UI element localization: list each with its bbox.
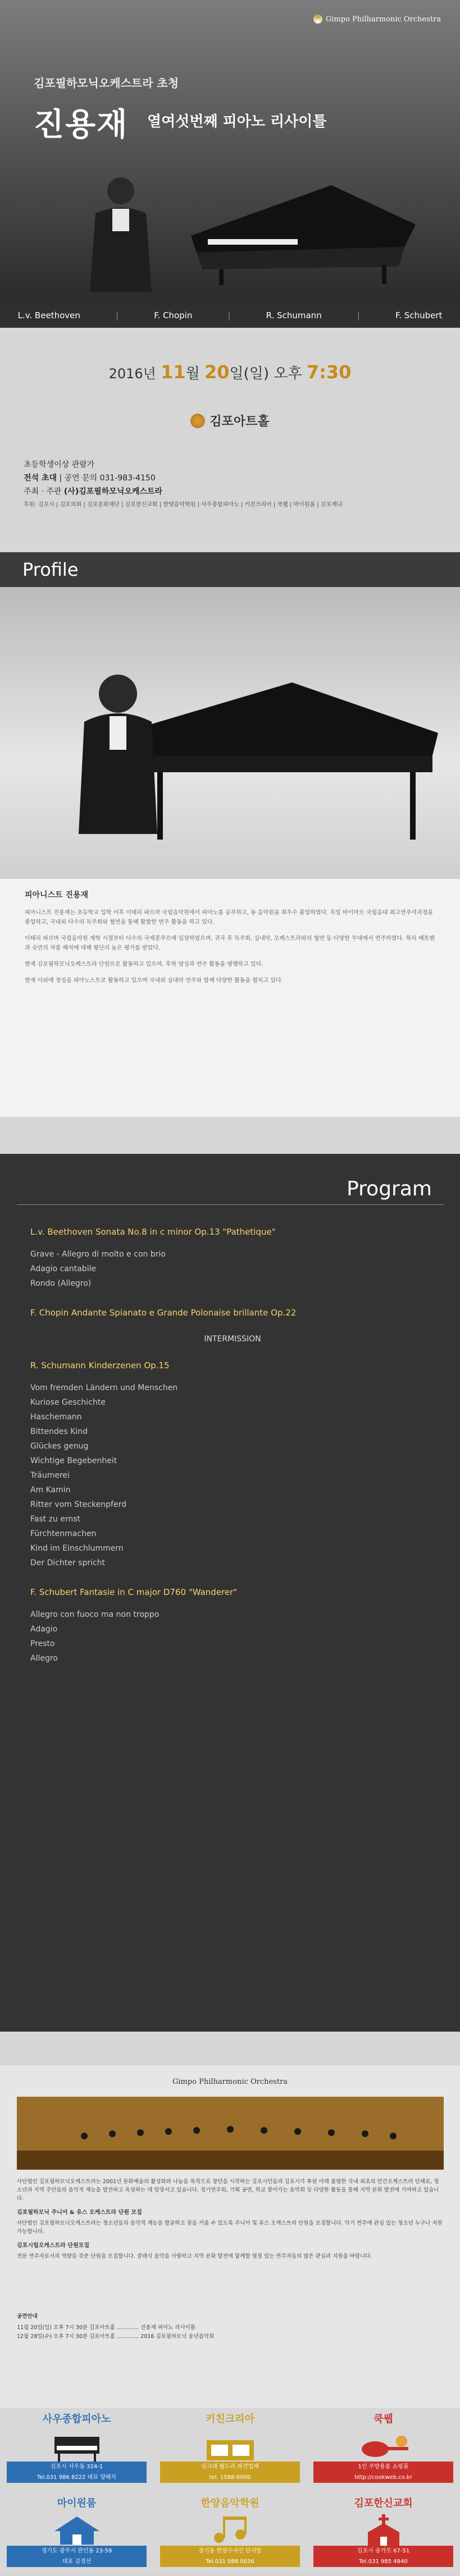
kitchen-icon	[197, 2429, 264, 2463]
profile-heading: Profile	[22, 559, 79, 580]
contact-info: | 공연 문의 031-983-4150	[59, 474, 156, 483]
pianist-photo	[67, 168, 174, 292]
program-movement: Grave - Allegro di molto e con brio	[30, 1250, 166, 1259]
program-piece-title: R. Schumann Kinderzenen Op.15	[30, 1360, 170, 1370]
program-piece-group	[30, 1308, 435, 1318]
pianist-name: 진용재	[34, 107, 129, 143]
composer-chopin: F. Chopin	[154, 310, 193, 320]
sponsor-name: 사우종합피아노	[42, 2413, 111, 2425]
program-piece-title: F. Chopin Andante Spianato e Grande Polonaise brillante Op.22	[30, 1308, 297, 1318]
sponsor-name: 마이원룸	[57, 2497, 97, 2509]
profile-paragraph: 현재 이외에 정성을 피아노스트로 활동하고 있으며 국내외 실내악 연주와 함께 다양한 활동을 펼치고 있다.	[25, 978, 283, 984]
composer-beethoven: L.v. Beethoven	[17, 310, 80, 320]
program-movement: Wichtige Begebenheit	[30, 1456, 117, 1465]
sponsor-info	[7, 2546, 147, 2567]
program-movement: Bittendes Kind	[30, 1427, 88, 1436]
venue-name: 김포아트홀	[209, 415, 270, 429]
city-orchestra-title: 김포시립오케스트라 단원모집	[17, 2243, 90, 2249]
composer-schubert: F. Schubert	[395, 310, 443, 320]
profile-photo	[0, 587, 460, 879]
orchestra-logo-text: Gimpo Philharmonic Orchestra	[172, 2078, 288, 2086]
program-movement: Adagio cantabile	[30, 1264, 97, 1273]
piano-icon	[43, 2429, 111, 2463]
schedule-title: 공연안내	[17, 2313, 38, 2320]
program-movement: Träumerei	[30, 1471, 70, 1480]
program-movement: Kind im Einschlummern	[30, 1544, 124, 1553]
sponsor-address: 김포시 송가로 67-51	[357, 2548, 410, 2554]
orchestra-logo-icon	[313, 15, 322, 24]
divider: |	[357, 310, 360, 320]
house-icon	[43, 2513, 111, 2547]
event-day: 20	[204, 361, 230, 383]
program-piece-title: L.v. Beethoven Sonata No.8 in c minor Op.13 "Pathetique"	[30, 1227, 276, 1237]
sponsor-info	[7, 2462, 147, 2483]
program-movement: Der Dichter spricht	[30, 1559, 106, 1567]
sponsor-info	[313, 2462, 453, 2483]
profile-paragraph: 피아니스트 진용재는 초등학교 입학 이후 이태리 파르마 국립음악원에서 피아노를 공부하고, 동 음악원을 최우수 졸업하였다. 독일 바이마르 국립음대 최고연주자과정을 졸업하고, 국내외 다수의 독주회와 협연을 통해 활발한 연주 활동을 하고 있다.	[25, 910, 433, 925]
sponsor-contact: Tel.031 985 4840	[359, 2559, 408, 2565]
sponsor-card	[153, 2492, 307, 2576]
sponsor-contact: tel. 1588-0000	[209, 2474, 251, 2481]
program-heading: Program	[347, 1177, 432, 1200]
program-piece-title: F. Schubert Fantasie in C major D760 "Wanderer"	[30, 1587, 238, 1597]
program-section	[0, 1154, 460, 2032]
program-movement: Am Kamin	[30, 1486, 71, 1495]
event-month: 11	[161, 361, 186, 383]
price-label: 전석 초대	[24, 474, 57, 483]
event-time: 7:30	[306, 361, 352, 383]
sponsor-name: 쿡웹	[374, 2413, 393, 2425]
sponsor-address: 1인 주방용품 쇼핑몰	[358, 2464, 409, 2470]
city-orchestra-text: 전문 연주자로서의 역량을 갖춘 단원을 모집합니다. 클래식 음악을 사랑하고 지역 문화 발전에 함께할 열정 있는 연주자들의 많은 관심과 지원을 바랍니다.	[17, 2253, 372, 2259]
program-movement: Rondo (Allegro)	[30, 1279, 92, 1288]
sponsor-address: 싱크대 월드리 파견업체	[201, 2464, 259, 2470]
schedule-item: 12월 28일(수) 오후 7시 30분 김포아트홀 ............. 2016 김포필하모닉 송년음악회	[17, 2334, 215, 2340]
sponsor-contact: 대표 김경선	[62, 2559, 92, 2565]
orchestra-paragraph: 사단법인 김포필하모닉오케스트라는 2001년 문화예술의 활성화와 나눔을 목적으로 창단을 시작하는 김포시민들과 김포시가 후원 아래 출범한 국내 최초의 민간오케스트라 단체로, 청소년과 지역 주민들의 음악적 재능을 발견하고 육성하는 데 앞장서고 있습니다. 정기연주회, 기획 공연, 학교 찾아가는 음악회 등 다양한 활동을 통해 지역 문화 발전에 기여하고 있습니다.	[17, 2179, 439, 2202]
program-movement: Haschemann	[30, 1413, 82, 1422]
profile-paragraph: 현재 김포필하모닉오케스트라 단원으로 활동하고 있으며, 후학 양성과 연주 활동을 병행하고 있다.	[25, 961, 263, 968]
program-movement: Ritter vom Steckenpferd	[30, 1500, 126, 1509]
cookware-icon	[350, 2429, 417, 2463]
program-movement: Fürchtenmachen	[30, 1529, 97, 1538]
sponsor-card	[0, 2408, 153, 2492]
program-piece-group	[30, 1360, 435, 1570]
sponsor-address: 장기동 한양수자인 단지앞	[198, 2548, 262, 2554]
sponsor-info	[160, 2462, 300, 2483]
event-ampm: 오후	[274, 365, 302, 382]
junior-orchestra-title: 김포필하모닉 주니어 & 유스 오케스트라 단원 모집	[17, 2210, 142, 2216]
divider: |	[227, 310, 231, 320]
pianist-at-piano-image	[0, 587, 460, 879]
profile-paragraph: 이태리 파르마 국립음악원 재학 시절부터 다수의 국제콩쿠르에 입상하였으며, 귀국 후 독주회, 실내악, 오케스트라와의 협연 등 다양한 무대에서 연주하였다. 특히 베토벤과 슈만의 작품 해석에 대해 평단의 높은 평가를 받았다.	[25, 936, 435, 951]
junior-orchestra-text: 사단법인 김포필하모닉오케스트라는 청소년들의 음악적 재능을 발굴하고 꿈을 키울 수 있도록 주니어 및 유스 오케스트라 단원을 모집합니다. 악기 연주에 관심 있는 청소년 누구나 지원 가능합니다.	[17, 2220, 443, 2235]
venue-logo	[190, 412, 269, 429]
program-divider	[17, 1204, 444, 1205]
orchestra-photo	[17, 2097, 444, 2170]
program-movement: Allegro con fuoco ma non troppo	[30, 1610, 160, 1619]
host-label: 주최 · 주관	[24, 487, 62, 496]
program-movement: Fast zu ernst	[30, 1515, 81, 1524]
event-year: 2016년	[108, 366, 156, 382]
program-movement: Allegro	[30, 1654, 58, 1663]
composer-schumann: R. Schumann	[266, 310, 322, 320]
sponsor-address: 경기도 광주시 관인동 23-59	[41, 2548, 112, 2554]
host-name: (사)김포필하모닉오케스트라	[63, 487, 162, 496]
composer-bar	[0, 303, 460, 328]
sponsor-address: 김포시 사우동 324-1	[50, 2464, 103, 2470]
program-movement: Presto	[30, 1639, 55, 1648]
orchestra-section	[0, 2065, 460, 2408]
sponsor-info	[313, 2546, 453, 2567]
recital-title: 열여섯번째 피아노 리사이틀	[147, 113, 327, 130]
orchestra-description	[17, 2178, 444, 2261]
grand-piano-image	[185, 168, 421, 286]
hero-section	[0, 0, 460, 303]
age-rating: 초등학생이상 관람가	[24, 460, 95, 469]
schedule-item: 11월 20일(일) 오후 7시 30분 김포아트홀 ............. 진용재 피아노 리사이틀	[17, 2325, 196, 2331]
sponsor-grid	[0, 2408, 460, 2572]
divider: |	[116, 310, 119, 320]
sponsor-card	[0, 2492, 153, 2576]
sponsor-info	[160, 2546, 300, 2567]
orchestra-logo-text: Gimpo Philharmonic Orchestra	[325, 15, 441, 24]
program-list	[30, 1227, 435, 1683]
event-details	[24, 458, 342, 512]
hero-subtitle: 김포필하모닉오케스트라 초청	[34, 76, 179, 90]
sponsor-contact: http://cookweb.co.kr	[354, 2474, 412, 2481]
sponsor-card	[307, 2408, 460, 2492]
sponsor-card	[153, 2408, 307, 2492]
sponsor-card	[307, 2492, 460, 2576]
church-icon	[350, 2513, 417, 2547]
venue-logo-icon	[190, 414, 205, 428]
sponsor-name: 김포한신교회	[354, 2497, 413, 2509]
program-movement: Glückes genug	[30, 1442, 89, 1451]
intermission-label: INTERMISSION	[204, 1335, 261, 1344]
event-date-time	[0, 361, 460, 383]
venue	[0, 412, 460, 430]
profile-name-line: 피아니스트 진용재	[25, 891, 89, 900]
sponsor-list: 후원: 김포시 | 김포의회 | 김포문화재단 | 김포한신교회 | 한양음악학원 | 사우종합피아노 | 키친크리아 | 쿡웹 | 마이원룸 | 김포제냐	[24, 502, 343, 508]
event-day-unit: 일(일)	[229, 365, 270, 382]
event-month-unit: 월	[185, 365, 200, 382]
sponsor-contact: Tel.031 988 0036	[206, 2559, 254, 2565]
sponsor-contact: Tel.031 986 8222 대표 양해식	[37, 2474, 117, 2481]
music-icon	[197, 2513, 264, 2547]
orchestra-logo	[313, 15, 441, 24]
program-movement: Adagio	[30, 1625, 58, 1634]
program-piece-group	[30, 1587, 435, 1666]
program-movement: Vom fremden Ländern und Menschen	[30, 1383, 178, 1392]
sponsor-name: 키친크리아	[206, 2413, 254, 2425]
profile-header	[0, 552, 460, 587]
program-piece-group	[30, 1227, 435, 1291]
sponsor-name: 한양음악학원	[201, 2497, 259, 2509]
profile-text-section	[0, 879, 460, 1117]
program-movement: Kuriose Geschichte	[30, 1398, 106, 1407]
concert-schedule	[17, 2312, 444, 2341]
